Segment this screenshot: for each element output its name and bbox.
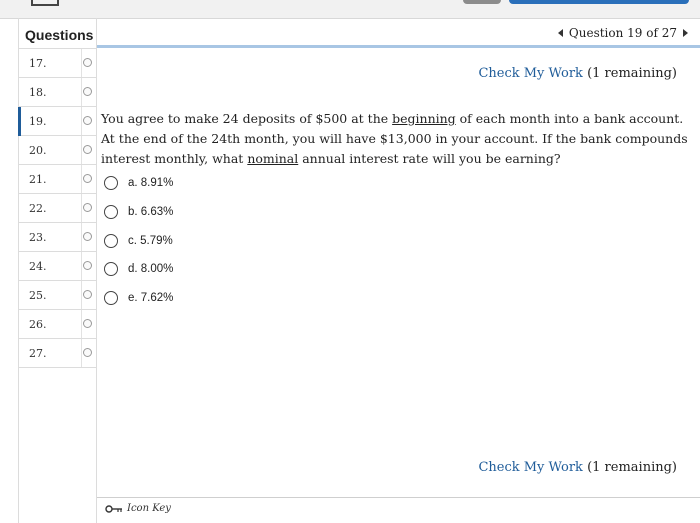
- key-icon: [105, 504, 123, 514]
- question-number: 27.: [29, 347, 47, 360]
- top-toolbar: [0, 0, 700, 19]
- status-circle-icon: [83, 174, 92, 183]
- choice-label: a. 8.91%: [128, 177, 174, 189]
- question-number: 23.: [29, 231, 47, 244]
- question-number: 24.: [29, 260, 47, 273]
- sidebar-item-23[interactable]: [19, 223, 96, 252]
- question-text-part: You agree to make 24 deposits of $500 at the: [101, 111, 393, 126]
- divider: [81, 281, 82, 309]
- sidebar-item-25[interactable]: [19, 281, 96, 310]
- icon-key-button[interactable]: [105, 503, 171, 514]
- sidebar-item-26[interactable]: [19, 310, 96, 339]
- question-emphasis-nominal: nominal: [247, 151, 299, 166]
- divider: [81, 49, 82, 77]
- question-text: [101, 109, 689, 169]
- answer-choice-c[interactable]: [104, 231, 173, 251]
- radio-button-c[interactable]: [104, 234, 118, 248]
- divider: [81, 165, 82, 193]
- divider: [81, 252, 82, 280]
- status-circle-icon: [83, 348, 92, 357]
- caret-left-icon[interactable]: [558, 29, 563, 37]
- choice-label: b. 6.63%: [128, 206, 174, 218]
- choice-label: c. 5.79%: [128, 235, 173, 247]
- status-circle-icon: [83, 261, 92, 270]
- divider: [81, 310, 82, 338]
- question-number: 22.: [29, 202, 47, 215]
- question-number: 19.: [29, 115, 47, 128]
- answer-choice-e[interactable]: [104, 288, 173, 308]
- check-my-work-top: [478, 66, 677, 81]
- status-circle-icon: [83, 87, 92, 96]
- choice-label: e. 7.62%: [128, 292, 174, 304]
- answer-choice-a[interactable]: [104, 173, 173, 193]
- check-my-work-bottom: [478, 460, 677, 475]
- sidebar-title: Questions: [19, 18, 96, 49]
- toolbar-button-secondary[interactable]: [463, 0, 501, 4]
- question-number: 18.: [29, 86, 47, 99]
- caret-right-icon[interactable]: [683, 29, 688, 37]
- status-circle-icon: [83, 319, 92, 328]
- question-number: 21.: [29, 173, 47, 186]
- question-emphasis-beginning: beginning: [392, 111, 456, 126]
- sidebar-item-21[interactable]: [19, 165, 96, 194]
- keyboard-icon[interactable]: [31, 0, 59, 6]
- divider: [81, 223, 82, 251]
- divider: [81, 339, 82, 367]
- navigator-underline: [97, 45, 700, 48]
- sidebar-item-27[interactable]: [19, 339, 96, 368]
- radio-button-a[interactable]: [104, 176, 118, 190]
- sidebar-item-24[interactable]: [19, 252, 96, 281]
- footer-divider: [97, 497, 700, 498]
- answer-choice-b[interactable]: [104, 202, 173, 222]
- questions-sidebar: [18, 18, 97, 523]
- question-text-part: of each month into a bank account. At the end of the 24th month, you will have $13,000 in your account. If the bank compounds interest monthly, what: [101, 111, 688, 166]
- divider: [81, 78, 82, 106]
- status-circle-icon: [83, 58, 92, 67]
- check-my-work-remaining: (1 remaining): [587, 460, 677, 475]
- check-my-work-remaining: (1 remaining): [587, 66, 677, 81]
- question-number: 26.: [29, 318, 47, 331]
- toolbar-button-primary[interactable]: [509, 0, 689, 4]
- choice-label: d. 8.00%: [128, 263, 174, 275]
- radio-button-b[interactable]: [104, 205, 118, 219]
- divider: [81, 107, 82, 135]
- divider: [81, 136, 82, 164]
- radio-button-e[interactable]: [104, 291, 118, 305]
- question-text-part: annual interest rate will you be earning?: [298, 151, 561, 166]
- question-position: Question 19 of 27: [568, 26, 677, 40]
- status-circle-icon: [83, 145, 92, 154]
- sidebar-item-17[interactable]: [19, 49, 96, 78]
- question-number: 25.: [29, 289, 47, 302]
- question-number: 17.: [29, 57, 47, 70]
- sidebar-item-18[interactable]: [19, 78, 96, 107]
- status-circle-icon: [83, 290, 92, 299]
- answer-choice-d[interactable]: [104, 259, 173, 279]
- question-navigator: [558, 26, 688, 40]
- sidebar-item-19[interactable]: [19, 107, 96, 136]
- radio-button-d[interactable]: [104, 262, 118, 276]
- check-my-work-link[interactable]: Check My Work: [478, 460, 583, 475]
- status-circle-icon: [83, 232, 92, 241]
- check-my-work-link[interactable]: Check My Work: [478, 66, 583, 81]
- sidebar-item-22[interactable]: [19, 194, 96, 223]
- divider: [81, 194, 82, 222]
- icon-key-label: Icon Key: [127, 503, 171, 514]
- status-circle-icon: [83, 116, 92, 125]
- sidebar-item-20[interactable]: [19, 136, 96, 165]
- status-circle-icon: [83, 203, 92, 212]
- question-number: 20.: [29, 144, 47, 157]
